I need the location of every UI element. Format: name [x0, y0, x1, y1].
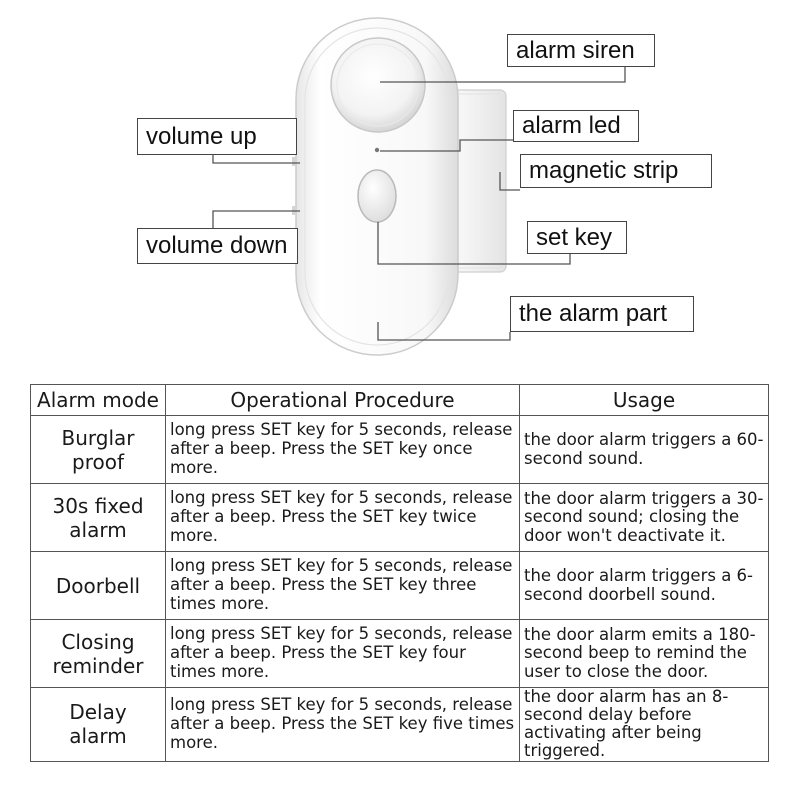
table-row — [31, 552, 769, 620]
alarm-mode-cell — [31, 484, 166, 552]
alarm-led-label: alarm led — [513, 110, 639, 142]
mode-name-line: Doorbell — [55, 573, 141, 598]
alarm-mode-table — [30, 384, 769, 762]
siren-icon — [331, 38, 425, 132]
table-header-row — [31, 385, 769, 416]
table-row — [31, 484, 769, 552]
header-alarm-mode: Alarm mode — [31, 385, 166, 416]
volume-down-label: volume down — [137, 228, 298, 264]
procedure-cell: long press SET key for 5 seconds, release after a beep. Press the SET key four times more. — [166, 620, 520, 688]
mode-name-line: alarm — [69, 517, 127, 542]
led-icon — [375, 148, 379, 152]
device-diagram — [0, 0, 800, 370]
procedure-cell: long press SET key for 5 seconds, release after a beep. Press the SET key twice more. — [166, 484, 520, 552]
mode-name-line: 30s fixed — [52, 493, 144, 518]
usage-cell: the door alarm triggers a 30-second sound; closing the door won't deactivate it. — [520, 484, 769, 552]
alarm-mode-cell — [31, 416, 166, 484]
mode-name-line: Delay — [69, 700, 127, 725]
mode-name-line: reminder — [52, 653, 144, 678]
mode-name-line: alarm — [69, 724, 127, 749]
the-alarm-part-label: the alarm part — [510, 296, 694, 332]
usage-cell: the door alarm emits a 180-second beep to remind the user to close the door. — [520, 620, 769, 688]
mode-name-line: Closing — [61, 629, 135, 654]
usage-cell: the door alarm triggers a 60-second sound. — [520, 416, 769, 484]
procedure-cell: long press SET key for 5 seconds, release after a beep. Press the SET key five times more. — [166, 688, 520, 762]
set-key-label: set key — [527, 221, 627, 254]
alarm-mode-cell — [31, 620, 166, 688]
usage-cell: the door alarm triggers a 6-second doorbell sound. — [520, 552, 769, 620]
volume-up-label: volume up — [137, 118, 297, 155]
alarm-mode-cell — [31, 688, 166, 762]
header-operational-procedure: Operational Procedure — [166, 385, 520, 416]
mode-name-line: proof — [72, 449, 124, 474]
table-row — [31, 416, 769, 484]
usage-cell: the door alarm has an 8-second delay before activating after being triggered. — [520, 688, 769, 762]
header-usage: Usage — [520, 385, 769, 416]
volume-up-button-icon — [292, 157, 297, 166]
magnetic-strip-label: magnetic strip — [520, 154, 712, 188]
procedure-cell: long press SET key for 5 seconds, release after a beep. Press the SET key three times more. — [166, 552, 520, 620]
alarm-siren-label: alarm siren — [507, 34, 655, 67]
mode-name-line: Burglar — [61, 425, 135, 450]
table-row — [31, 620, 769, 688]
set-key-button-icon — [358, 170, 396, 222]
alarm-mode-cell — [31, 552, 166, 620]
table-row — [31, 688, 769, 762]
procedure-cell: long press SET key for 5 seconds, release after a beep. Press the SET key once more. — [166, 416, 520, 484]
